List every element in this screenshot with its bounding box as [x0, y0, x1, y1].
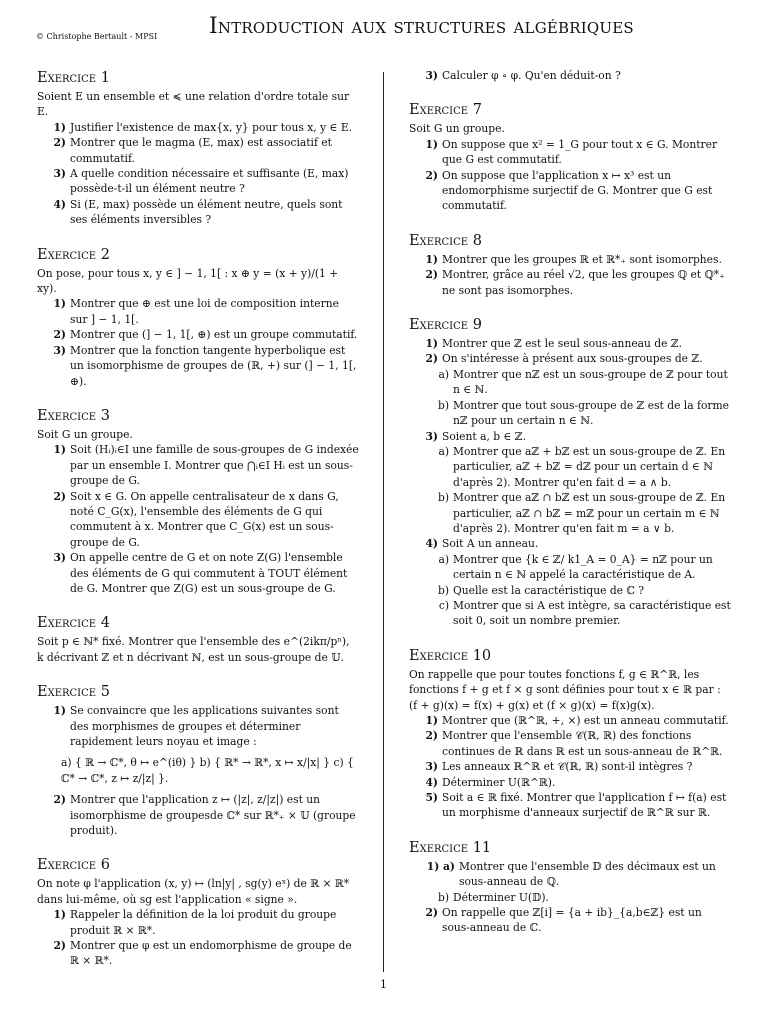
question-number: 2): [425, 352, 438, 366]
question-item: [37, 327, 359, 342]
exercise-block: [409, 838, 731, 936]
question-item: [409, 890, 731, 905]
question-number: 2): [425, 906, 438, 920]
question-text: Montrer que le magma (E, max) est associatif et commutatif.: [70, 136, 332, 165]
question-text: Montrer que aℤ + bℤ est un sous-groupe de ℤ. En particulier, aℤ + bℤ = dℤ pour un certain d ∈ ℕ d'après 2). Montrer qu'en fait d = a ∧ b.: [453, 444, 726, 489]
page-title: Introduction aux structures algébriques: [209, 14, 634, 39]
page-number: 1: [380, 978, 387, 991]
question-number: b): [437, 890, 449, 904]
exercise-block: [37, 682, 359, 838]
question-item: [37, 938, 359, 969]
question-text: Montrer que aℤ ∩ bℤ est un sous-groupe de ℤ. En particulier, aℤ ∩ bℤ = mℤ pour un certain m ∈ ℕ d'après 2). Montrer qu'en fait m = a ∨ b.: [453, 491, 726, 535]
question-item: [409, 713, 731, 728]
question-number: b): [437, 491, 449, 505]
exercise-intro: On note φ l'application (x, y) ↦ (ln|y| , sg(y) eˣ) de ℝ × ℝ* dans lui-même, où sg est l'application « signe ».: [37, 877, 350, 906]
question-text: Soit A un anneau.: [442, 537, 539, 551]
question-text: a) { ℝ → ℂ*, θ ↦ e^(iθ) } b) { ℝ* → ℝ*, x ↦ x/|x| } c) { ℂ* → ℂ*, z ↦ z/|z| }.: [61, 756, 354, 785]
question-text: On appelle centre de G et on note Z(G) l'ensemble des éléments de G qui commutent à TOUT élément de G. Montrer que Z(G) est un sous-groupe de G.: [70, 551, 348, 595]
question-text: Montrer que l'application z ↦ (|z|, z/|z|) est un isomorphisme de groupesde ℂ* sur ℝ*₊ × 𝕌 (groupe produit).: [70, 793, 356, 838]
question-item: [409, 68, 731, 83]
question-item: [409, 775, 731, 790]
exercise-block: [409, 68, 731, 83]
question-text: Montrer, grâce au réel √2, que les groupes ℚ et ℚ*₊ ne sont pas isomorphes.: [442, 268, 725, 297]
exercise-block: [409, 315, 731, 629]
question-text: Soient a, b ∈ ℤ.: [442, 429, 526, 443]
question-text: Se convaincre que les applications suivantes sont des morphismes de groupes et déterminer rapidement leurs noyau et image :: [70, 704, 339, 748]
question-item: [37, 296, 359, 327]
question-number: 4): [53, 197, 66, 211]
question-text: Montrer que (ℝ^ℝ, +, ×) est un anneau commutatif.: [442, 714, 729, 727]
exercise-block: [37, 245, 359, 389]
question-item: [409, 336, 731, 351]
question-text: Montrer que (] − 1, 1[, ⊕) est un groupe commutatif.: [70, 328, 358, 342]
question-text: Montrer que ⊕ est une loi de composition interne sur ] − 1, 1[.: [70, 297, 339, 326]
question-text: Rappeler la définition de la loi produit du groupe produit ℝ × ℝ*.: [70, 908, 337, 937]
header-author: © Christophe Bertault - MPSI: [36, 32, 158, 41]
question-number: 1): [53, 704, 66, 718]
exercise-title: Exercice 4: [37, 615, 110, 632]
exercise-block: [37, 613, 359, 665]
right-column: [409, 68, 731, 953]
question-item: [409, 728, 731, 759]
question-text: Déterminer U(ℝ^ℝ).: [442, 775, 556, 789]
question-text: Justifier l'existence de max{x, y} pour tous x, y ∈ E.: [70, 120, 353, 134]
question-item: [409, 367, 731, 398]
question-number: 2): [53, 939, 66, 953]
exercise-block: [37, 406, 359, 596]
question-text: On suppose que x² = 1_G pour tout x ∈ G. Montrer que G est commutatif.: [442, 137, 718, 167]
question-text: Montrer que si A est intègre, sa caractéristique est soit 0, soit un nombre premier.: [453, 598, 731, 628]
question-number: 4): [425, 775, 438, 789]
exercise-title: Exercice 9: [409, 317, 482, 334]
question-text: Montrer que la fonction tangente hyperbolique est un isomorphisme de groupes de (ℝ, +) sur (] − 1, 1[, ⊕).: [70, 343, 357, 388]
question-item: [409, 444, 731, 490]
exercise-intro: Soit G un groupe.: [37, 427, 133, 441]
question-text: Soit a ∈ ℝ fixé. Montrer que l'application f ↦ f(a) est un morphisme d'anneaux surjectif de ℝ^ℝ sur ℝ.: [442, 791, 727, 820]
question-number: 1): [53, 908, 66, 922]
question-number: 1): [425, 714, 438, 727]
question-item: [409, 137, 731, 168]
question-text: Montrer que φ est un endomorphisme de groupe de ℝ × ℝ*.: [70, 939, 352, 968]
question-item: [409, 759, 731, 774]
exercise-block: [409, 100, 731, 213]
question-number: 3): [425, 429, 438, 443]
question-text: Si (E, max) possède un élément neutre, quels sont ses éléments inversibles ?: [70, 197, 343, 227]
question-item: [37, 489, 359, 551]
question-text: Calculer φ ∘ φ. Qu'en déduit-on ?: [442, 69, 621, 82]
question-item: [409, 790, 731, 821]
question-number: 3): [53, 551, 66, 565]
question-text: Montrer que les groupes ℝ et ℝ*₊ sont isomorphes.: [442, 252, 722, 266]
question-text: On rappelle que ℤ[i] = {a + ib}_{a,b∈ℤ} est un sous-anneau de ℂ.: [442, 906, 702, 935]
question-number: 2): [425, 168, 438, 182]
question-number: a): [438, 444, 449, 458]
question-text: Soit (Hᵢ)ᵢ∈I une famille de sous-groupes de G indexée par un ensemble I. Montrer que ⋂ᵢ∈I Hᵢ est un sous-groupe de G.: [70, 443, 359, 488]
question-item: [409, 859, 731, 890]
question-text: Montrer que ℤ est le seul sous-anneau de ℤ.: [442, 337, 683, 351]
question-item: [409, 168, 731, 214]
question-number: b): [437, 398, 449, 412]
question-number: 2): [53, 489, 66, 503]
question-item: [37, 343, 359, 389]
question-number: a): [438, 552, 449, 566]
question-number: 3): [425, 69, 438, 82]
question-number: 1): [53, 443, 66, 457]
question-item: [37, 550, 359, 596]
exercise-title: Exercice 1: [37, 70, 110, 86]
question-number: b): [437, 583, 449, 597]
question-number: 4): [425, 537, 438, 551]
question-text: On suppose que l'application x ↦ x³ est un endomorphisme surjectif de G. Montrer que G est commutatif.: [442, 168, 713, 213]
question-item: [409, 351, 731, 366]
question-item: [37, 120, 359, 135]
question-item: [409, 429, 731, 444]
exercise-title: Exercice 7: [409, 102, 482, 119]
question-number: 3): [425, 760, 438, 774]
question-item: [37, 703, 359, 749]
question-number: 1): [425, 137, 438, 151]
exercise-title: Exercice 2: [37, 246, 110, 263]
left-column: [37, 68, 359, 986]
question-item: [37, 907, 359, 938]
exercise-block: [37, 68, 359, 228]
exercise-title: Exercice 11: [409, 839, 492, 856]
question-text: Montrer que l'ensemble 𝔻 des décimaux est un sous-anneau de ℚ.: [459, 859, 716, 889]
question-item: [37, 197, 359, 228]
question-text: Les anneaux ℝ^ℝ et 𝒞(ℝ, ℝ) sont-il intègres ?: [442, 760, 693, 774]
question-number: 2): [53, 136, 66, 150]
question-number: 1): [425, 252, 438, 266]
question-item: [37, 166, 359, 197]
exercise-title: Exercice 8: [409, 232, 482, 249]
exercise-intro: Soit p ∈ ℕ* fixé. Montrer que l'ensemble des e^(2ikπ/pⁿ), k décrivant ℤ et n décrivant ℕ, est un sous-groupe de 𝕌.: [37, 635, 350, 664]
exercise-intro: On rappelle que pour toutes fonctions f, g ∈ ℝ^ℝ, les fonctions f + g et f × g sont définies pour tout x ∈ ℝ par : (f + g)(x) = f(x) + g(x) et (f × g)(x) = f(x)g(x).: [409, 667, 721, 712]
question-item: [409, 583, 731, 598]
exercise-block: [409, 231, 731, 298]
question-number: a): [438, 367, 449, 381]
question-number: 3): [53, 167, 66, 181]
question-text: A quelle condition nécessaire et suffisante (E, max) possède-t-il un élément neutre ?: [70, 167, 349, 196]
question-text: Montrer que l'ensemble 𝒞(ℝ, ℝ) des fonctions continues de ℝ dans ℝ est un sous-anneau de ℝ^ℝ.: [442, 729, 723, 758]
question-item: [409, 267, 731, 298]
question-item: [37, 135, 359, 166]
question-number: 3): [53, 343, 66, 357]
question-text: Déterminer U(𝔻).: [453, 890, 549, 904]
question-item: [409, 552, 731, 583]
question-text: Montrer que nℤ est un sous-groupe de ℤ pour tout n ∈ ℕ.: [453, 367, 728, 397]
question-text: Quelle est la caractéristique de ℂ ?: [453, 583, 645, 597]
exercise-intro: Soit G un groupe.: [409, 122, 505, 136]
exercise-title: Exercice 3: [37, 407, 110, 424]
question-number: 1): [53, 120, 66, 134]
column-divider: [383, 72, 384, 972]
question-number: 1): [53, 297, 66, 311]
question-number: 1): [425, 337, 438, 351]
question-number: c): [438, 598, 449, 612]
exercise-intro: On pose, pour tous x, y ∈ ] − 1, 1[ : x ⊕ y = (x + y)/(1 + xy).: [37, 266, 339, 296]
question-item: [37, 792, 359, 838]
question-item: [409, 490, 731, 536]
question-text: Montrer que tout sous-groupe de ℤ est de la forme nℤ pour un certain n ∈ ℕ.: [453, 398, 729, 428]
exercise-title: Exercice 6: [37, 857, 110, 874]
question-number: 5): [425, 791, 438, 805]
exercise-intro: Soient E un ensemble et ≼ une relation d'ordre totale sur E.: [37, 90, 350, 119]
question-number: [37, 755, 57, 786]
question-item: [409, 252, 731, 267]
question-item: [409, 398, 731, 429]
question-item: [409, 598, 731, 629]
question-text: On s'intéresse à présent aux sous-groupes de ℤ.: [442, 352, 703, 366]
question-text: Soit x ∈ G. On appelle centralisateur de x dans G, noté C_G(x), l'ensemble des éléments de G qui commutent à x. Montrer que C_G(x) est un sous-groupe de G.: [70, 489, 339, 549]
question-number: 1) a): [426, 859, 455, 873]
question-number: 2): [53, 793, 66, 807]
question-number: 2): [53, 328, 66, 342]
question-text: Montrer que {k ∈ ℤ/ k1_A = 0_A} = nℤ pour un certain n ∈ ℕ appelé la caractéristique de A.: [453, 552, 713, 582]
question-number: 2): [425, 729, 438, 743]
question-item: [409, 905, 731, 936]
exercise-block: [409, 646, 731, 821]
question-number: 2): [425, 268, 438, 282]
question-item: [409, 536, 731, 551]
exercise-title: Exercice 10: [409, 647, 492, 664]
question-item: [37, 755, 359, 786]
exercise-block: [37, 855, 359, 968]
question-item: [37, 442, 359, 488]
exercise-title: Exercice 5: [37, 684, 110, 701]
